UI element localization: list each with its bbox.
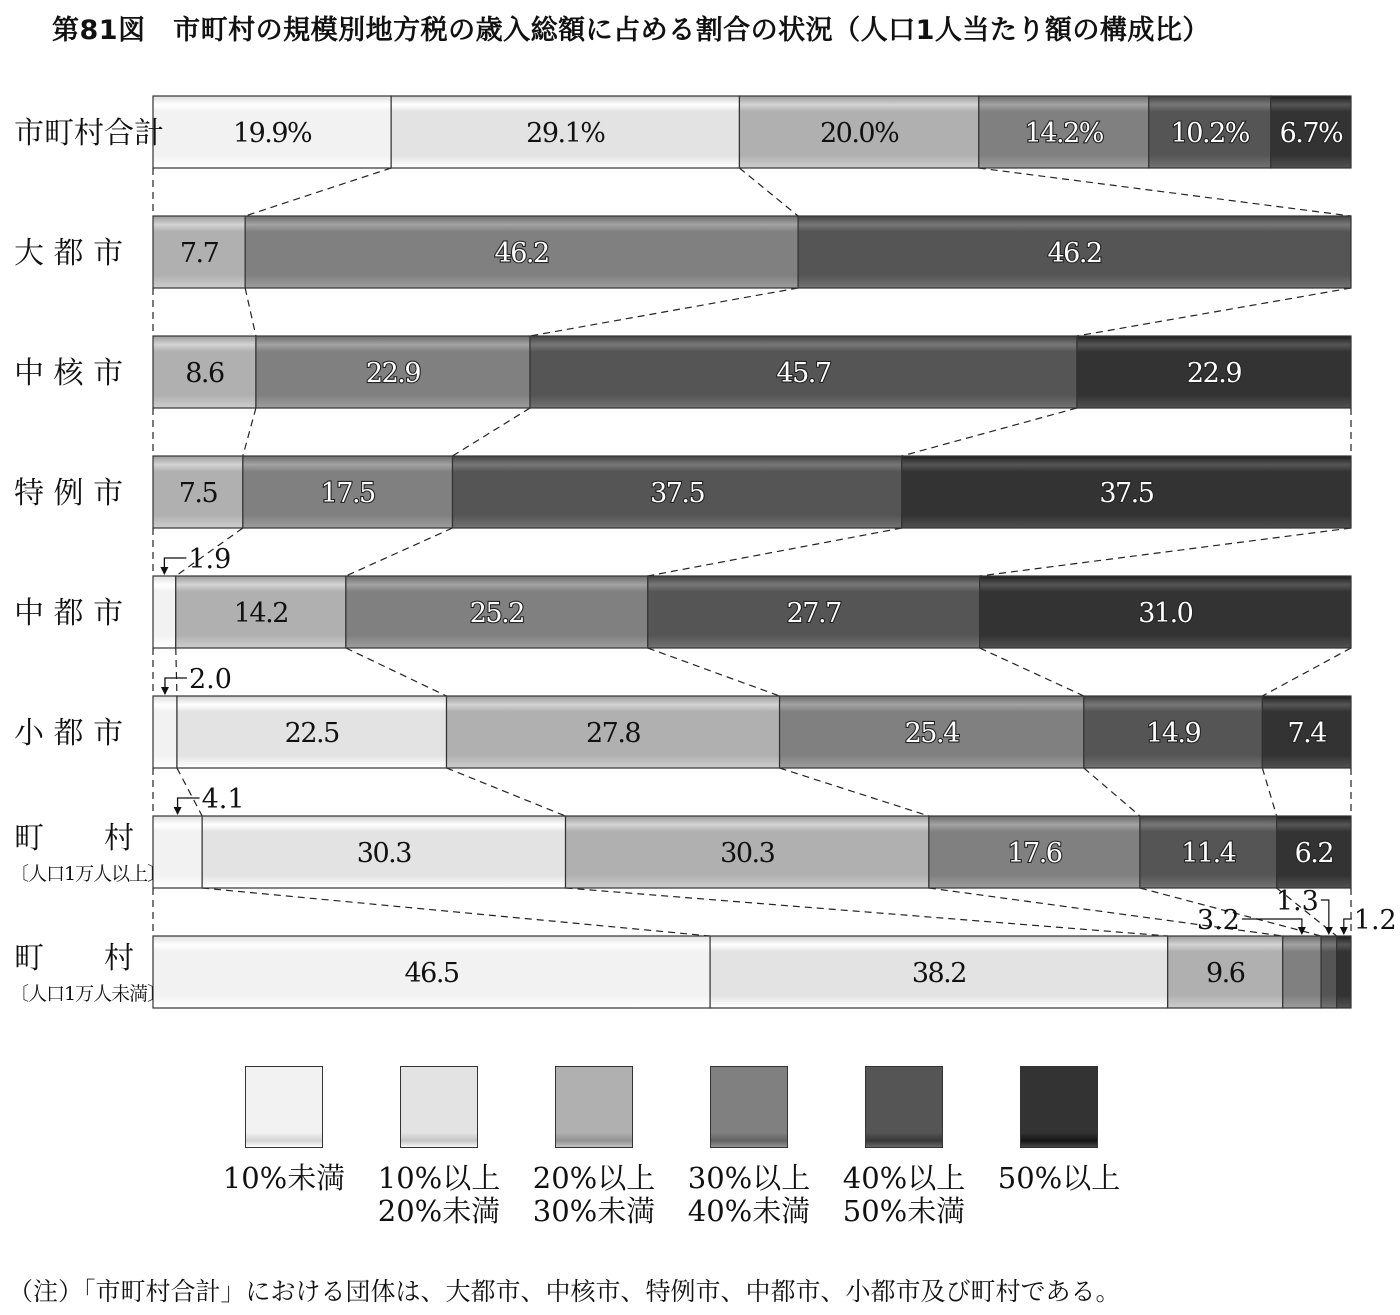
callout-label: 1.9 xyxy=(188,544,232,575)
segment-value-label: 30.3 xyxy=(356,838,411,869)
segment-value-label: 6.2 xyxy=(1294,838,1334,869)
segment-value-label: 37.5 xyxy=(650,478,705,509)
connector-line xyxy=(245,168,391,216)
segment-value-label: 7.4 xyxy=(1287,718,1326,749)
category-label: 中 核 市 xyxy=(14,356,124,391)
callout-arrow xyxy=(1298,927,1306,935)
legend-label: 20%以上 30%未満 xyxy=(532,1161,656,1228)
segment-value-label: 46.5 xyxy=(404,958,459,989)
category-sublabel: 〔人口1万人以上〕 xyxy=(10,863,166,885)
legend-label: 10%未満 xyxy=(222,1161,346,1195)
segment-value-label: 14.9 xyxy=(1146,718,1201,749)
segment-value-label: 14.2 xyxy=(233,598,288,629)
legend-item xyxy=(674,1066,824,1228)
segment-value-label: 9.6 xyxy=(1205,958,1245,989)
segment-value-label: 31.0 xyxy=(1138,598,1193,629)
connector-line xyxy=(243,408,256,456)
category-label: 市町村合計 xyxy=(14,116,164,151)
legend-item xyxy=(984,1066,1134,1195)
connector-line xyxy=(346,528,453,576)
connector-line xyxy=(902,408,1077,456)
callout-leader xyxy=(165,678,187,694)
callout-arrow xyxy=(161,687,169,695)
segment-value-label: 22.5 xyxy=(284,718,339,749)
category-label: 町 村 xyxy=(14,821,134,856)
legend-swatch xyxy=(555,1066,633,1148)
segment-value-label: 17.6 xyxy=(1007,838,1062,869)
category-labels xyxy=(10,116,165,1005)
callout-leader xyxy=(164,558,186,574)
segment-value-label: 22.9 xyxy=(365,358,421,389)
bar-segment xyxy=(1337,936,1351,1008)
legend-label: 30%以上 40%未満 xyxy=(687,1161,811,1228)
connector-line xyxy=(980,528,1351,576)
legend-item xyxy=(519,1066,669,1228)
connector-line xyxy=(648,648,780,696)
bar-segment xyxy=(153,576,176,648)
segment-value-label: 27.7 xyxy=(786,598,841,629)
segment-value-label: 20.0% xyxy=(819,118,899,149)
category-label: 大 都 市 xyxy=(14,236,124,271)
segment-value-label: 25.4 xyxy=(904,718,959,749)
category-sublabel: 〔人口1万人未満〕 xyxy=(10,983,166,1005)
legend-swatch xyxy=(710,1066,788,1148)
connector-line xyxy=(739,168,798,216)
connector-line xyxy=(1084,768,1140,816)
segment-value-label: 19.9% xyxy=(232,118,312,149)
connector-line xyxy=(447,768,566,816)
segment-value-label: 25.2 xyxy=(469,598,524,629)
category-label: 小 都 市 xyxy=(14,716,124,751)
segment-value-label: 7.7 xyxy=(179,238,219,269)
segment-value-label: 46.2 xyxy=(494,238,549,269)
chart-title: 第81図 市町村の規模別地方税の歳入総額に占める割合の状況（人口1人当たり額の構成比） xyxy=(52,15,1210,46)
connector-line xyxy=(780,768,929,816)
segment-value-label: 30.3 xyxy=(720,838,775,869)
legend-label: 40%以上 50%未満 xyxy=(842,1161,966,1228)
legend-label: 50%以上 xyxy=(997,1161,1121,1195)
footnote: （注）「市町村合計」における団体は、大都市、中核市、特例市、中都市、小都市及び町村である。 xyxy=(8,1277,1121,1306)
bar-segment xyxy=(1283,936,1321,1008)
segment-value-label: 11.4 xyxy=(1181,838,1236,869)
connector-line xyxy=(202,888,710,936)
legend-swatch xyxy=(400,1066,478,1148)
category-label: 中 都 市 xyxy=(14,596,124,631)
callout-label: 1.2 xyxy=(1353,905,1397,936)
category-label: 町 村 xyxy=(14,941,134,976)
connector-line xyxy=(1262,768,1276,816)
connector-line xyxy=(566,888,1168,936)
bar-segment xyxy=(1321,936,1337,1008)
connector-line xyxy=(979,168,1351,216)
bar-rows xyxy=(153,96,1351,1008)
connector-line xyxy=(245,288,256,336)
segment-value-label: 27.8 xyxy=(585,718,641,749)
category-label: 特 例 市 xyxy=(14,476,124,511)
connector-line xyxy=(176,648,177,696)
segment-value-label: 37.5 xyxy=(1099,478,1154,509)
legend-swatch xyxy=(1020,1066,1098,1148)
segment-value-label: 7.5 xyxy=(178,478,218,509)
segment-value-label: 6.7% xyxy=(1279,118,1343,149)
segment-value-label: 14.2% xyxy=(1024,118,1103,149)
legend-item xyxy=(364,1066,514,1228)
callout-arrow xyxy=(160,567,168,575)
callout-label: 1.3 xyxy=(1275,886,1319,917)
callout-label: 4.1 xyxy=(201,784,245,815)
segment-value-label: 22.9 xyxy=(1186,358,1242,389)
callout-arrow xyxy=(1340,927,1348,935)
callout-arrow xyxy=(174,807,182,815)
connector-line xyxy=(346,648,447,696)
callout-arrow xyxy=(1325,927,1333,935)
legend xyxy=(222,1066,1145,1236)
segment-value-label: 45.7 xyxy=(776,358,831,389)
connector-line xyxy=(1262,648,1351,696)
connector-line xyxy=(1077,288,1351,336)
connector-line xyxy=(530,288,798,336)
bar-segment xyxy=(153,696,177,768)
connector-line xyxy=(980,648,1084,696)
legend-swatch xyxy=(245,1066,323,1148)
callout-label: 3.2 xyxy=(1196,905,1240,936)
segment-value-label: 29.1% xyxy=(526,118,605,149)
legend-label: 10%以上 20%未満 xyxy=(377,1161,501,1228)
segment-value-label: 17.5 xyxy=(320,478,375,509)
segment-value-label: 8.6 xyxy=(185,358,224,389)
segment-value-label: 38.2 xyxy=(911,958,966,989)
connector-line xyxy=(177,768,202,816)
connector-line xyxy=(648,528,902,576)
legend-item xyxy=(829,1066,979,1228)
legend-item xyxy=(209,1066,359,1195)
callout-label: 2.0 xyxy=(188,664,232,695)
legend-swatch xyxy=(865,1066,943,1148)
segment-value-label: 46.2 xyxy=(1047,238,1102,269)
connector-line xyxy=(453,408,530,456)
segment-value-label: 10.2% xyxy=(1170,118,1249,149)
